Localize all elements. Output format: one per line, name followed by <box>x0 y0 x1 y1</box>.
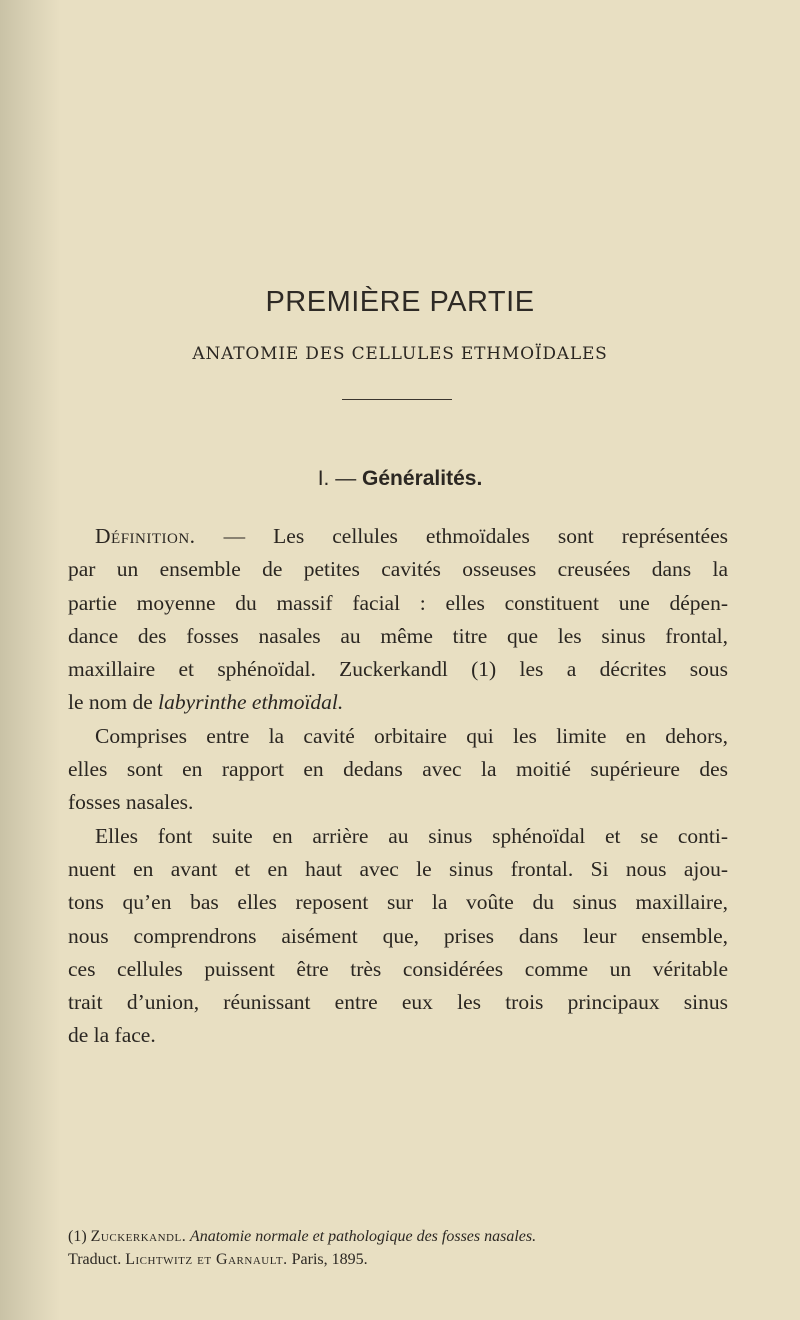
text-line <box>68 520 728 553</box>
definition-term: Définition. <box>95 524 196 548</box>
text-line: ces cellules puissent être très considérées comme un véritable <box>68 956 728 981</box>
text-fragment: Traduct. <box>68 1251 126 1268</box>
footnote-line <box>68 1248 728 1271</box>
page-edge-shadow <box>0 0 60 1320</box>
section-heading <box>0 467 800 491</box>
footnote-translators: Lichtwitz et Garnault. <box>125 1251 288 1268</box>
text-line: fosses nasales. <box>68 790 194 815</box>
text-line: partie moyenne du massif facial : elles constituent une dépen- <box>68 590 728 615</box>
footnote <box>68 1225 728 1271</box>
text-line: trait d’union, réunissant entre eux les trois principaux sinus <box>68 990 728 1015</box>
text-line: Comprises entre la cavité orbitaire qui les limite en dehors, <box>95 723 728 748</box>
text-line: dance des fosses nasales au même titre que les sinus frontal, <box>68 623 728 648</box>
section-title: Généralités. <box>362 467 483 490</box>
footnote-line <box>68 1225 728 1248</box>
text-line: tons qu’en bas elles reposent sur la voûte du sinus maxillaire, <box>68 890 728 915</box>
text-line: nous comprendrons aisément que, prises dans leur ensemble, <box>68 923 728 948</box>
footnote-mark: (1) <box>68 1228 91 1245</box>
section-number: I. — <box>317 467 363 490</box>
text-line: nuent en avant et en haut avec le sinus frontal. Si nous ajou- <box>68 856 728 881</box>
text-fragment: — Les cellules ethmoïdales sont représentées <box>195 524 728 548</box>
divider-rule <box>342 399 452 400</box>
text-line: maxillaire et sphénoïdal. Zuckerkandl (1) les a décrites sous <box>68 657 728 682</box>
text-line: par un ensemble de petites cavités osseuses creusées dans la <box>68 557 728 582</box>
chapter-subtitle: ANATOMIE DES CELLULES ETHMOÏDALES <box>192 344 608 364</box>
italic-term: labyrinthe ethmoïdal. <box>158 690 344 715</box>
text-line: Elles font suite en arrière au sinus sphénoïdal et se conti- <box>95 823 728 848</box>
text-line: elles sont en rapport en dedans avec la moitié supérieure des <box>68 757 728 782</box>
text-fragment: le nom de <box>68 690 159 715</box>
text-line <box>68 686 728 719</box>
text-fragment: Paris, 1895. <box>287 1251 368 1268</box>
text-line: de la face. <box>68 1023 156 1048</box>
body-text <box>68 520 728 1053</box>
footnote-title: Anatomie normale et pathologique des fosses nasales. <box>186 1228 537 1245</box>
part-title: PREMIÈRE PARTIE <box>265 286 535 318</box>
footnote-author: Zuckerkandl. <box>90 1228 187 1245</box>
